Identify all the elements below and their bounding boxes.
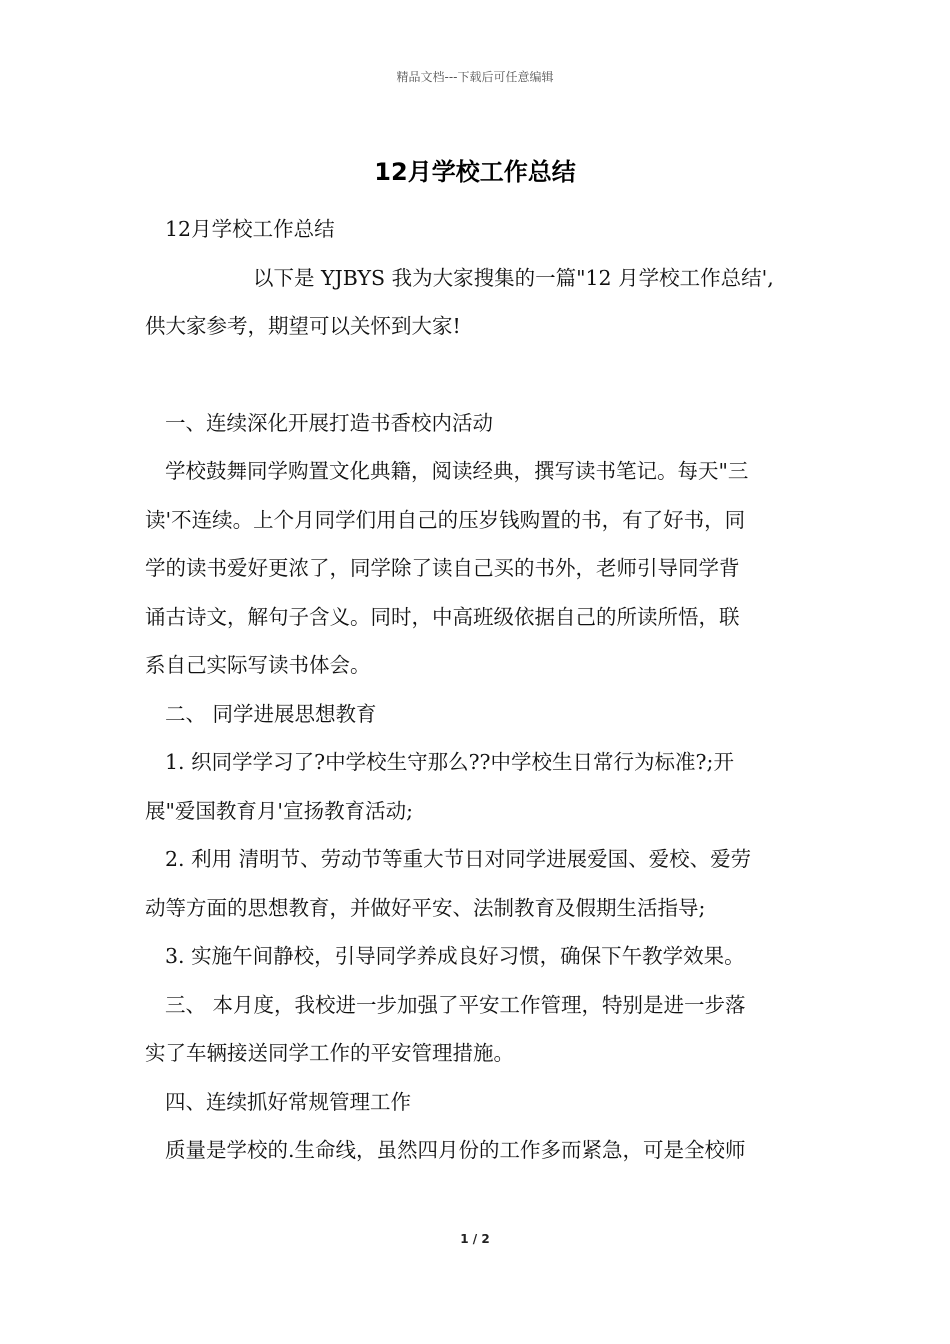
section-2-item-2-line-1: 2. 利用 清明节、劳动节等重大节日对同学进展爱国、爱校、爱劳: [165, 847, 752, 871]
section-3-line-2: 实了车辆接送同学工作的平安管理措施。: [145, 1041, 514, 1065]
section-4-heading: 四、连续抓好常规管理工作: [165, 1089, 411, 1114]
section-1-line-5: 系自己实际写读书体会。: [145, 653, 371, 677]
intro-line-1: 以下是 YJBYS 我为大家搜集的一篇"12 月学校工作总结',: [253, 265, 774, 290]
section-1-line-3: 学的读书爱好更浓了，同学除了读自己买的书外，老师引导同学背: [145, 556, 740, 580]
section-2-item-1-line-2: 展"爱国教育月'宣扬教育活动;: [145, 798, 413, 823]
blank-line: [145, 351, 809, 399]
document-body: [145, 205, 809, 1175]
page-number: 1 / 2: [460, 1232, 490, 1246]
header-note: 精品文档---下载后可任意编辑: [396, 70, 554, 84]
section-2-item-3: 3. 实施午间静校，引导同学养成良好习惯，确保下午教学效果。: [165, 944, 745, 968]
intro-line-2: 供大家参考，期望可以关怀到大家!: [145, 314, 461, 338]
section-2-item-2-line-2: 动等方面的思想教育，并做好平安、法制教育及假期生活指导;: [145, 895, 706, 920]
section-1-line-1: 学校鼓舞同学购置文化典籍，阅读经典，撰写读书笔记。每天"三: [165, 459, 749, 483]
section-4-line-1: 质量是学校的.生命线，虽然四月份的工作多而紧急，可是全校师: [165, 1138, 746, 1162]
document-title: 12月学校工作总结: [374, 158, 576, 186]
section-3-line-1: 三、 本月度，我校进一步加强了平安工作管理，特别是进一步落: [165, 992, 746, 1017]
subtitle-line: 12月学校工作总结: [165, 217, 335, 241]
section-1-heading: 一、连续深化开展打造书香校内活动: [165, 410, 493, 435]
section-2-heading: 二、 同学进展思想教育: [165, 701, 377, 726]
section-1-line-4: 诵古诗文，解句子含义。同时，中高班级依据自己的所读所悟，联: [145, 604, 740, 629]
section-2-item-1-line-1: 1. 织同学学习了?中学校生守那么??中学校生日常行为标准?;开: [165, 750, 734, 774]
section-1-line-2: 读'不连续。上个月同学们用自己的压岁钱购置的书，有了好书，同: [145, 507, 746, 532]
